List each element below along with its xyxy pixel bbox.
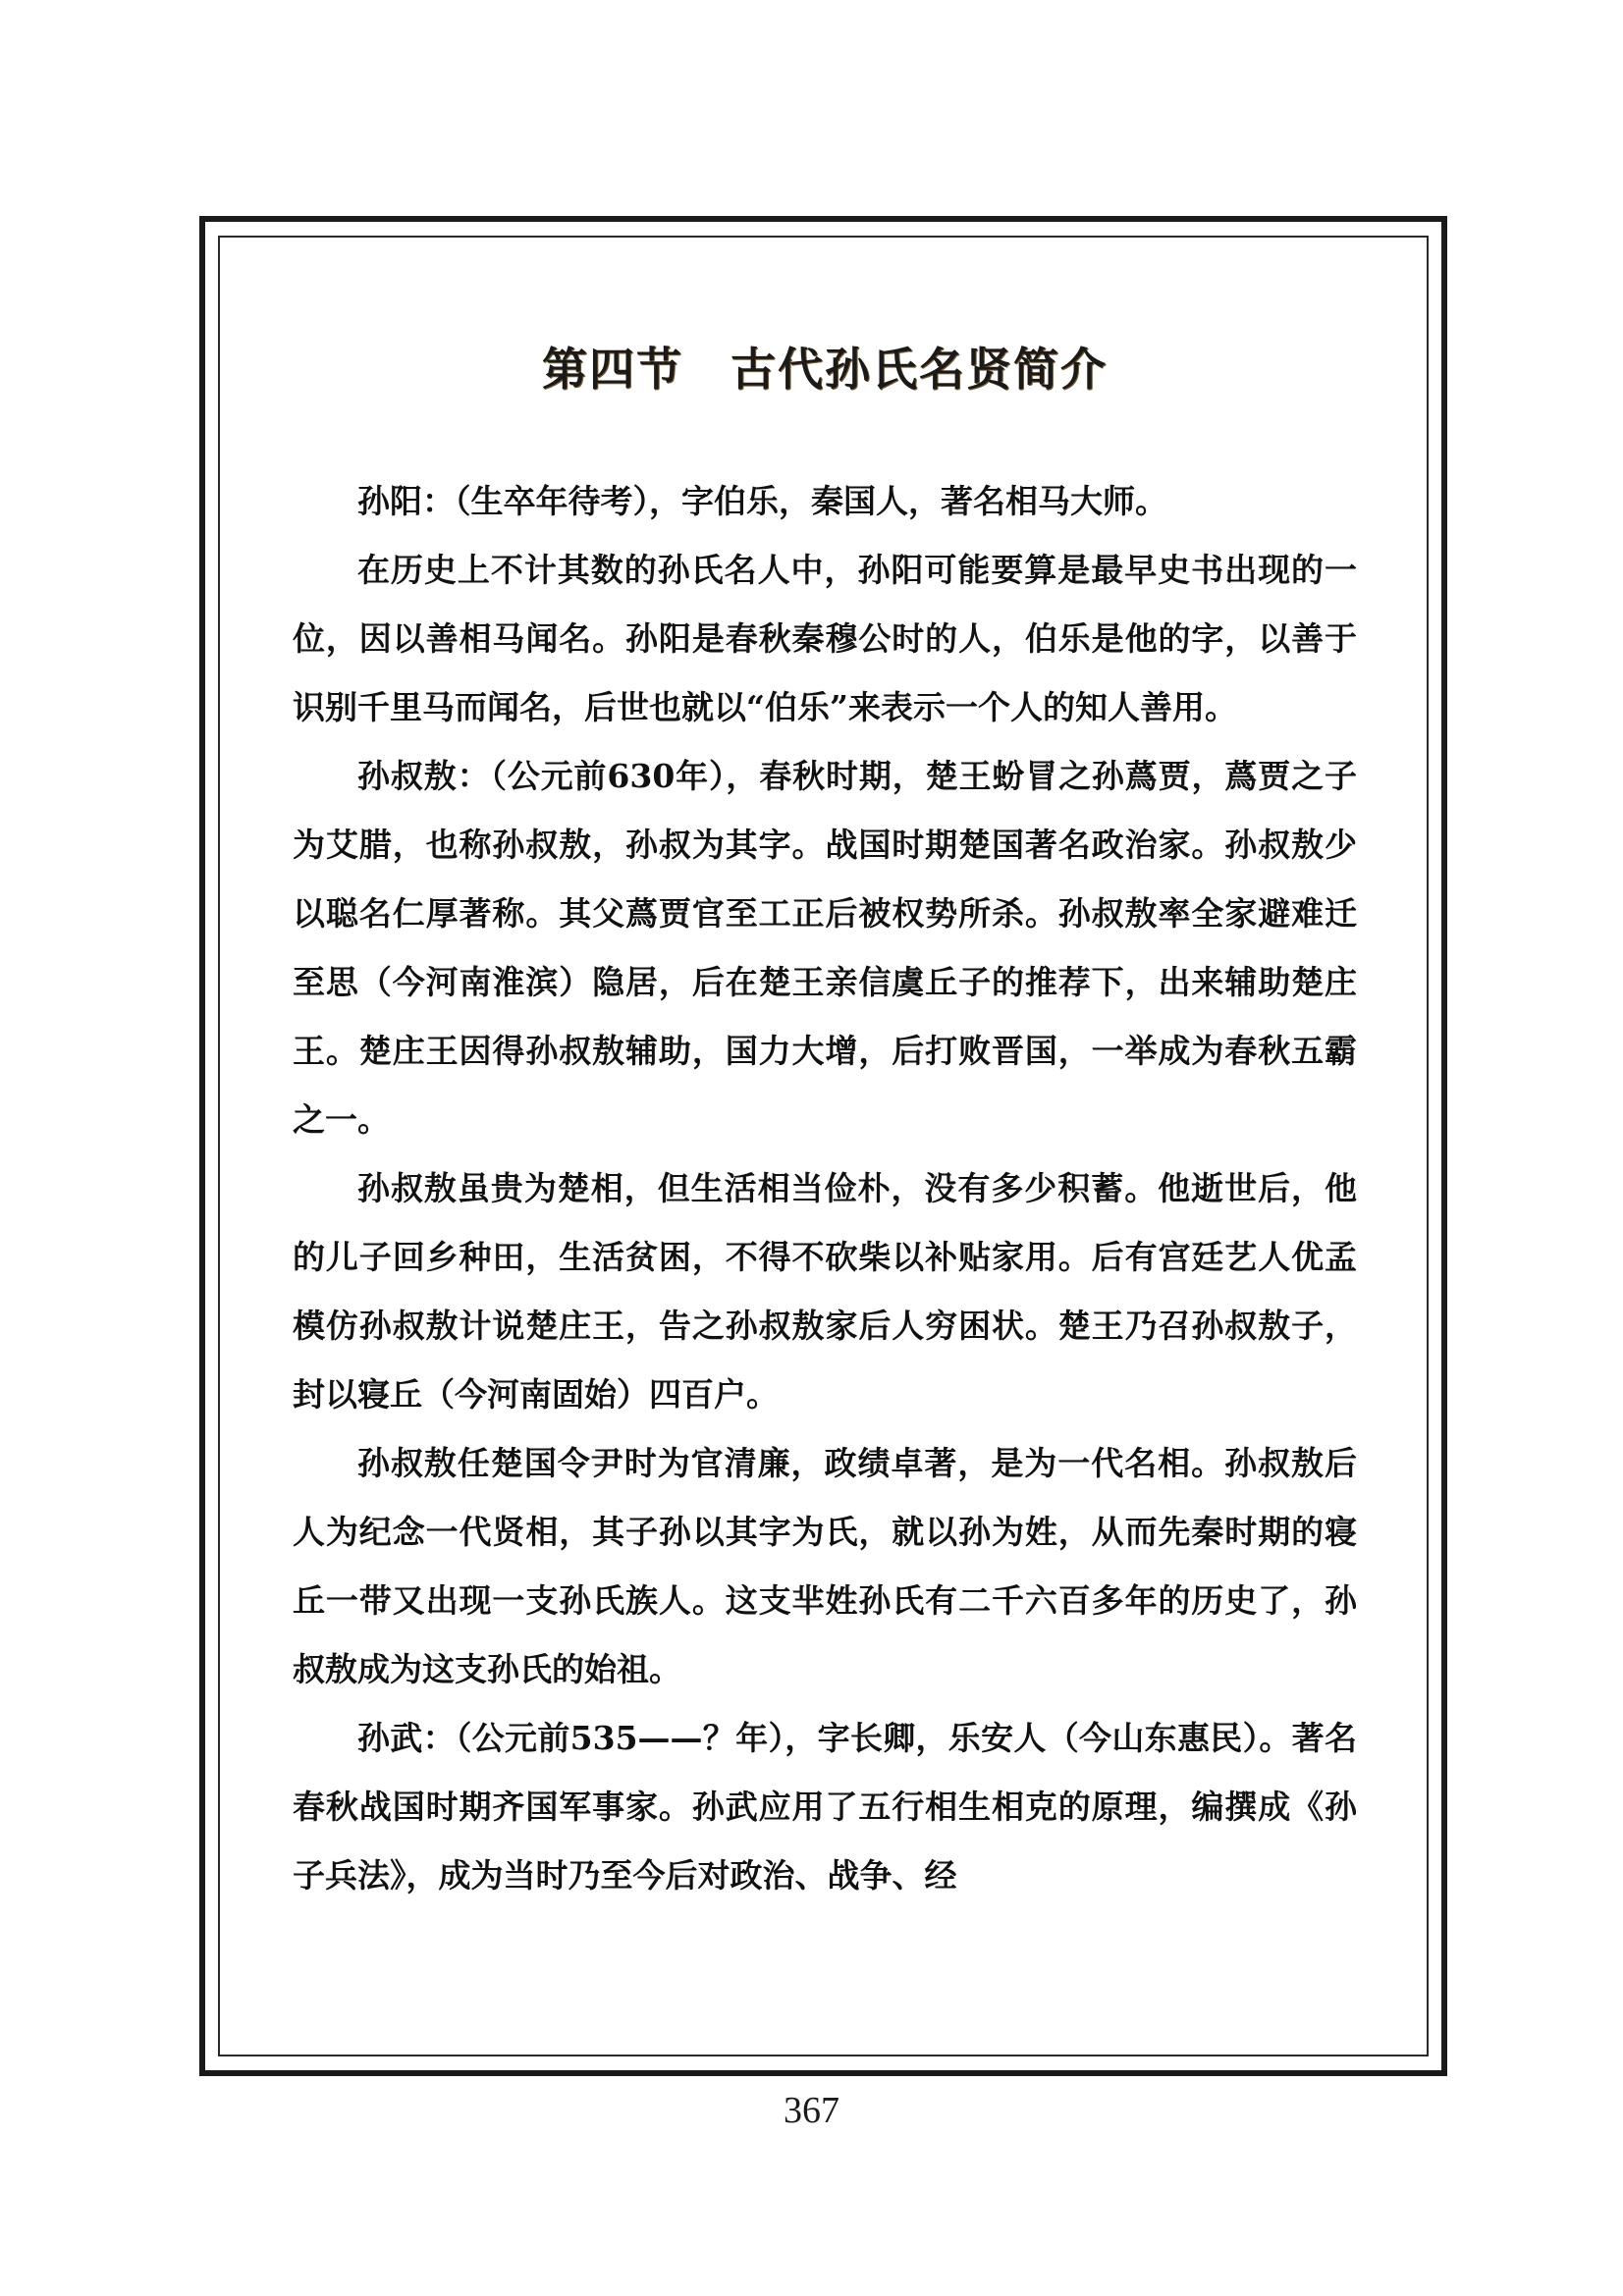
paragraph-sun-shuao-life: 孙叔敖虽贵为楚相，但生活相当俭朴，没有多少积蓄。他逝世后，他的儿子回乡种田，生活贫困，不得不砍柴以补贴家用。后有宫廷艺人优孟模仿孙叔敖计说楚庄王，告之孙叔敖家后人穷困状。楚王乃召孙叔敖子，封以寝丘（今河南固始）四百户。 [293,1169,1357,1414]
paragraph-sun-yang-intro: 孙阳：（生卒年待考），字伯乐，秦国人，著名相马大师。 [357,482,1167,520]
paragraph-sun-yang-detail: 在历史上不计其数的孙氏名人中，孙阳可能要算是最早史书出现的一位，因以善相马闻名。孙阳是春秋秦穆公时的人，伯乐是他的字，以善于识别千里马而闻名，后世也就以“伯乐”来表示一个人的知人善用。 [293,551,1357,726]
paragraph-sun-shuao-legacy: 孙叔敖任楚国令尹时为官清廉，政绩卓著，是为一代名相。孙叔敖后人为纪念一代贤相，其子孙以其字为氏，就以孙为姓，从而先秦时期的寝丘一带又出现一支孙氏族人。这支芈姓孙氏有二千六百多年的历史了，孙叔敖成为这支孙氏的始祖。 [293,1444,1357,1688]
paragraph-sun-shuao-intro: 孙叔敖：（公元前630年），春秋时期，楚王蚡冒之孙蔿贾，蔿贾之子为艾腊，也称孙叔敖，孙叔为其字。战国时期楚国著名政治家。孙叔敖少以聪名仁厚著称。其父蔿贾官至工正后被权势所杀。孙叔敖率全家避难迁至思（今河南淮滨）隐居，后在楚王亲信虞丘子的推荐下，出来辅助楚庄王。楚庄王因得孙叔敖辅助，国力大增，后打败晋国，一举成为春秋五霸之一。 [293,757,1357,1139]
page-content [293,334,1357,1910]
paragraph-sun-wu-intro: 孙武：（公元前535——？年），字长卿，乐安人（今山东惠民）。著名春秋战国时期齐国军事家。孙武应用了五行相生相克的原理，编撰成《孙子兵法》，成为当时乃至今后对政治、战争、经 [293,1719,1357,1895]
section-title: 第四节 古代孙氏名贤简介 [542,343,1108,396]
page-number: 367 [784,2090,839,2131]
